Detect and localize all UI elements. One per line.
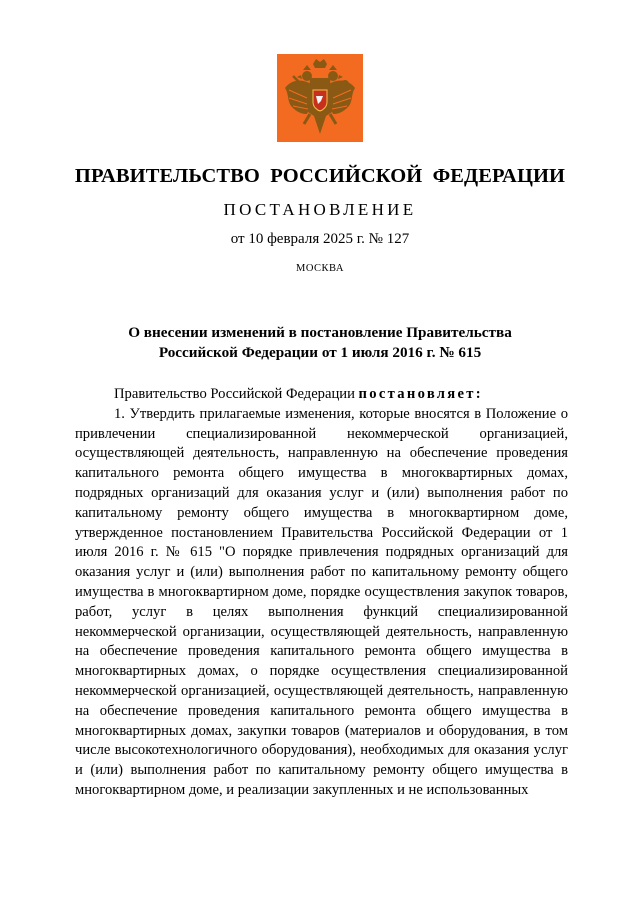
coat-of-arms-emblem (277, 54, 363, 142)
subject-line-1: О внесении изменений в постановление Правительства (128, 324, 512, 341)
preamble-subject: Правительство Российской Федерации (114, 386, 355, 402)
document-body (75, 385, 568, 801)
document-city: МОСКВА (296, 263, 344, 274)
document-date-number: от 10 февраля 2025 г. № 127 (230, 231, 410, 247)
paragraph-1: 1. Утвердить прилагаемые изменения, которые вносятся в Положение о привлечении специализированной некоммерческой организацией, осуществляющей деятельность, направленную на обеспечение проведения капитального ремонта общего имущества в многоквартирных домах, подрядных организаций для оказания услуг и (или) выполнения работ по капитальному ремонту общего имущества в многоквартирном доме, утвержденное постановлением Правительства Российской Федерации от 1 июля 2016 г. № 615 "О порядке привлечения подрядных организаций для оказания услуг и (или) выполнения работ по капитальному ремонту общего имущества в многоквартирном доме, порядке осуществления закупок товаров, работ, услуг в целях выполнения функций специализированной некоммерческой организации, осуществляющей деятельность, направленную на обеспечение проведения капитального ремонта общего имущества в многоквартирных домах, о порядке осуществления специализированной некоммерческой организацией, осуществляющей деятельность, направленную на обеспечение проведения капитального ремонта общего имущества в многоквартирных домах, закупки товаров (материалов и оборудования, в том числе высокотехнологичного оборудования), необходимых для оказания услуг и (или) выполнения работ по капитальному ремонту общего имущества в многоквартирном доме, и реализации закупленных и не использованных (75, 405, 568, 798)
document-type: ПОСТАНОВЛЕНИЕ (223, 200, 417, 219)
government-title: ПРАВИТЕЛЬСТВО РОССИЙСКОЙ ФЕДЕРАЦИИ (74, 165, 566, 187)
subject-line-2: Российской Федерации от 1 июля 2016 г. № 615 (158, 344, 482, 361)
preamble (75, 385, 568, 405)
preamble-verb: постановляет: (358, 386, 483, 402)
document-subject (60, 323, 580, 363)
russian-coat-of-arms-icon (277, 54, 363, 142)
